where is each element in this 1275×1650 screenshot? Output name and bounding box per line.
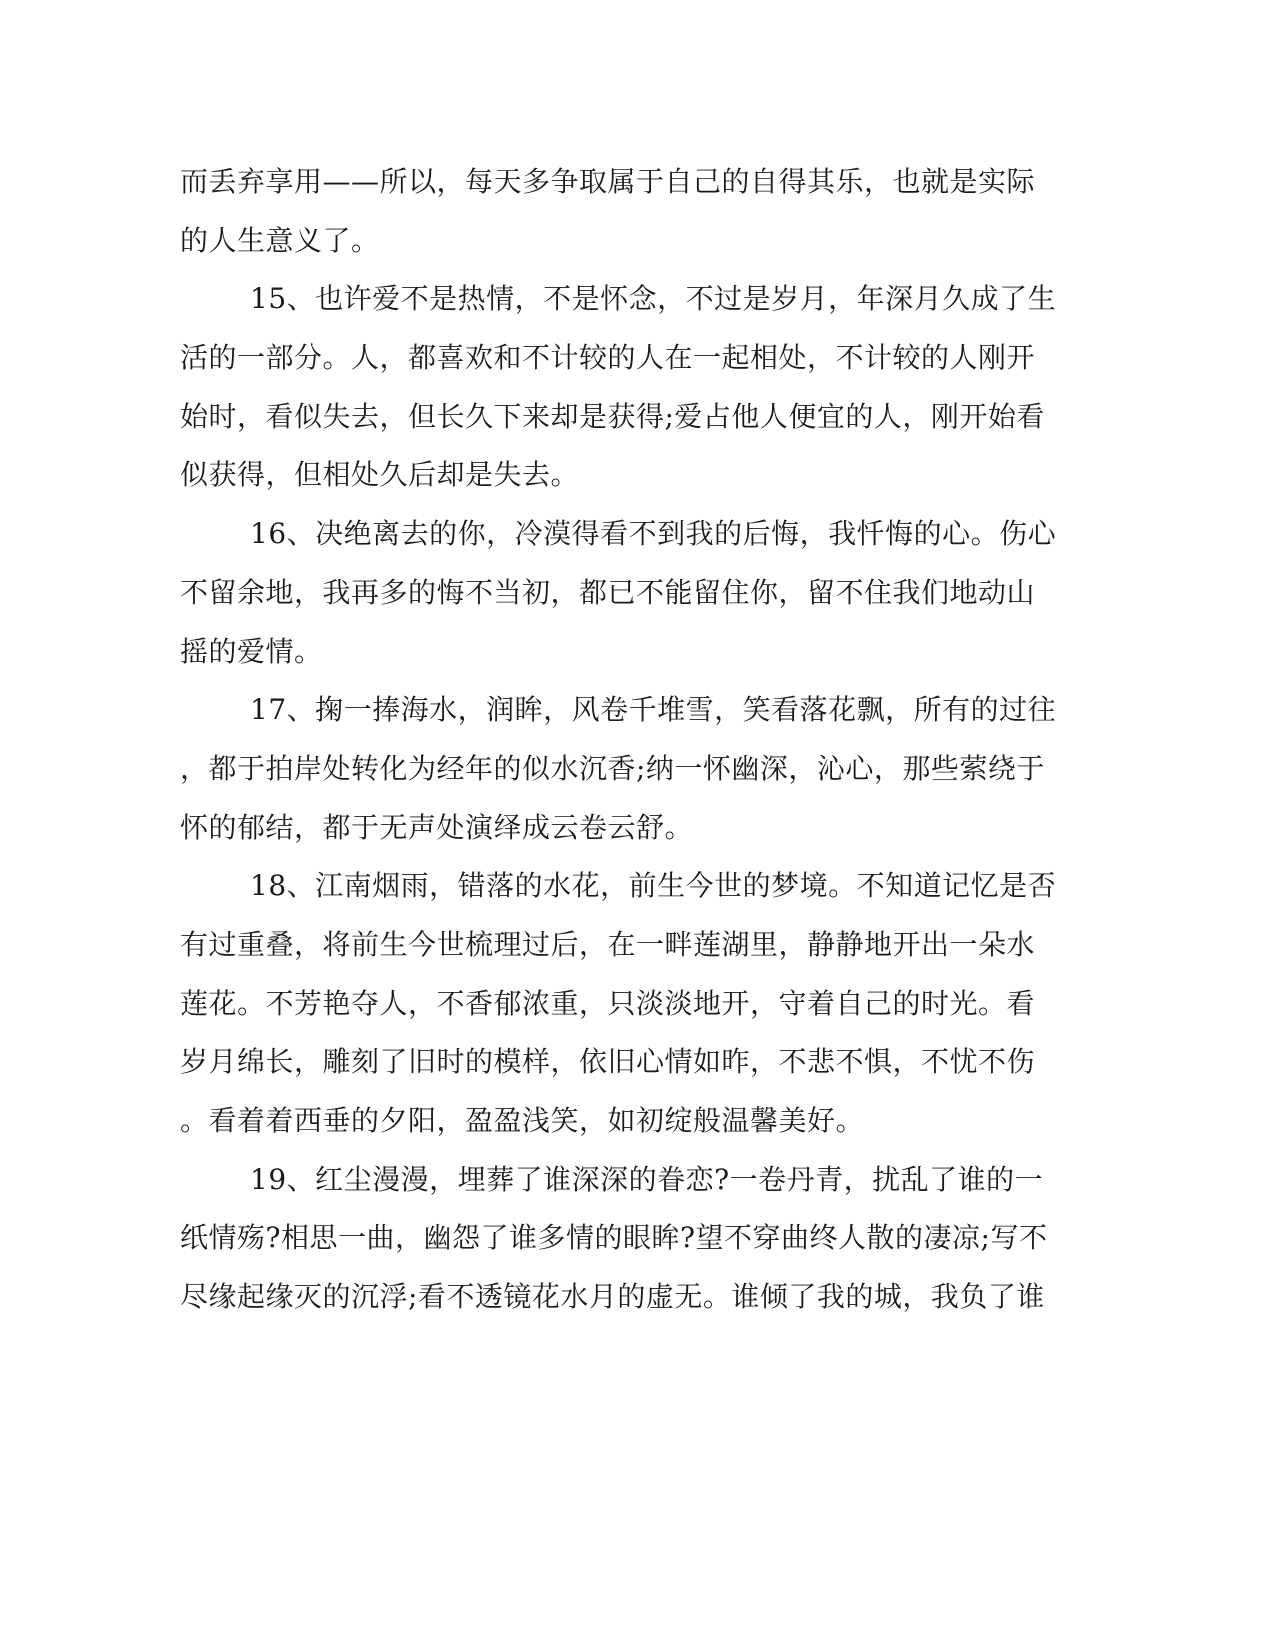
text-line: 有过重叠，将前生今世梳理过后，在一畔莲湖里，静静地开出一朵水 [180, 928, 1036, 961]
text-line: 岁月绵长，雕刻了旧时的模样，依旧心情如昨，不悲不惧，不忧不伤 [180, 1045, 1036, 1078]
text-line: 始时，看似失去，但长久下来却是获得;爱占他人便宜的人，刚开始看 [180, 400, 1045, 433]
text-line: 摇的爱情。 [180, 635, 323, 668]
text-line: ，都于拍岸处转化为经年的似水沉香;纳一怀幽深，沁心，那些萦绕于 [180, 752, 1045, 785]
text-line: 不留余地，我再多的悔不当初，都已不能留住你，留不住我们地动山 [180, 576, 1036, 609]
text-line: 尽缘起缘灭的沉浮;看不透镜花水月的虚无。谁倾了我的城，我负了谁 [180, 1280, 1045, 1313]
paragraph-19-line: 19、红尘漫漫，埋葬了谁深深的眷恋?一卷丹青，扰乱了谁的一 [250, 1163, 1044, 1196]
text-line: 活的一部分。人，都喜欢和不计较的人在一起相处，不计较的人刚开 [180, 341, 1036, 374]
text-line: 。看着着西垂的夕阳，盈盈浅笑，如初绽般温馨美好。 [180, 1104, 865, 1137]
text-line: 莲花。不芳艳夺人，不香郁浓重，只淡淡地开，守着自己的时光。看 [180, 987, 1036, 1020]
text-line: 怀的郁结，都于无声处演绎成云卷云舒。 [180, 811, 694, 844]
text-line: 似获得，但相处久后却是失去。 [180, 458, 580, 491]
paragraph-16-line: 16、决绝离去的你，冷漠得看不到我的后悔，我忏悔的心。伤心 [250, 517, 1057, 550]
text-line: 纸情殇?相思一曲，幽怨了谁多情的眼眸?望不穿曲终人散的凄凉;写不 [180, 1221, 1048, 1254]
paragraph-15-line: 15、也许爱不是热情，不是怀念，不过是岁月，年深月久成了生 [250, 282, 1057, 315]
text-line: 而丢弃享用——所以，每天多争取属于自己的自得其乐，也就是实际 [180, 165, 1036, 198]
paragraph-18-line: 18、江南烟雨，错落的水花，前生今世的梦境。不知道记忆是否 [250, 869, 1057, 902]
text-line: 的人生意义了。 [180, 224, 380, 257]
paragraph-17-line: 17、掬一捧海水，润眸，风卷千堆雪，笑看落花飘，所有的过往 [250, 693, 1057, 726]
